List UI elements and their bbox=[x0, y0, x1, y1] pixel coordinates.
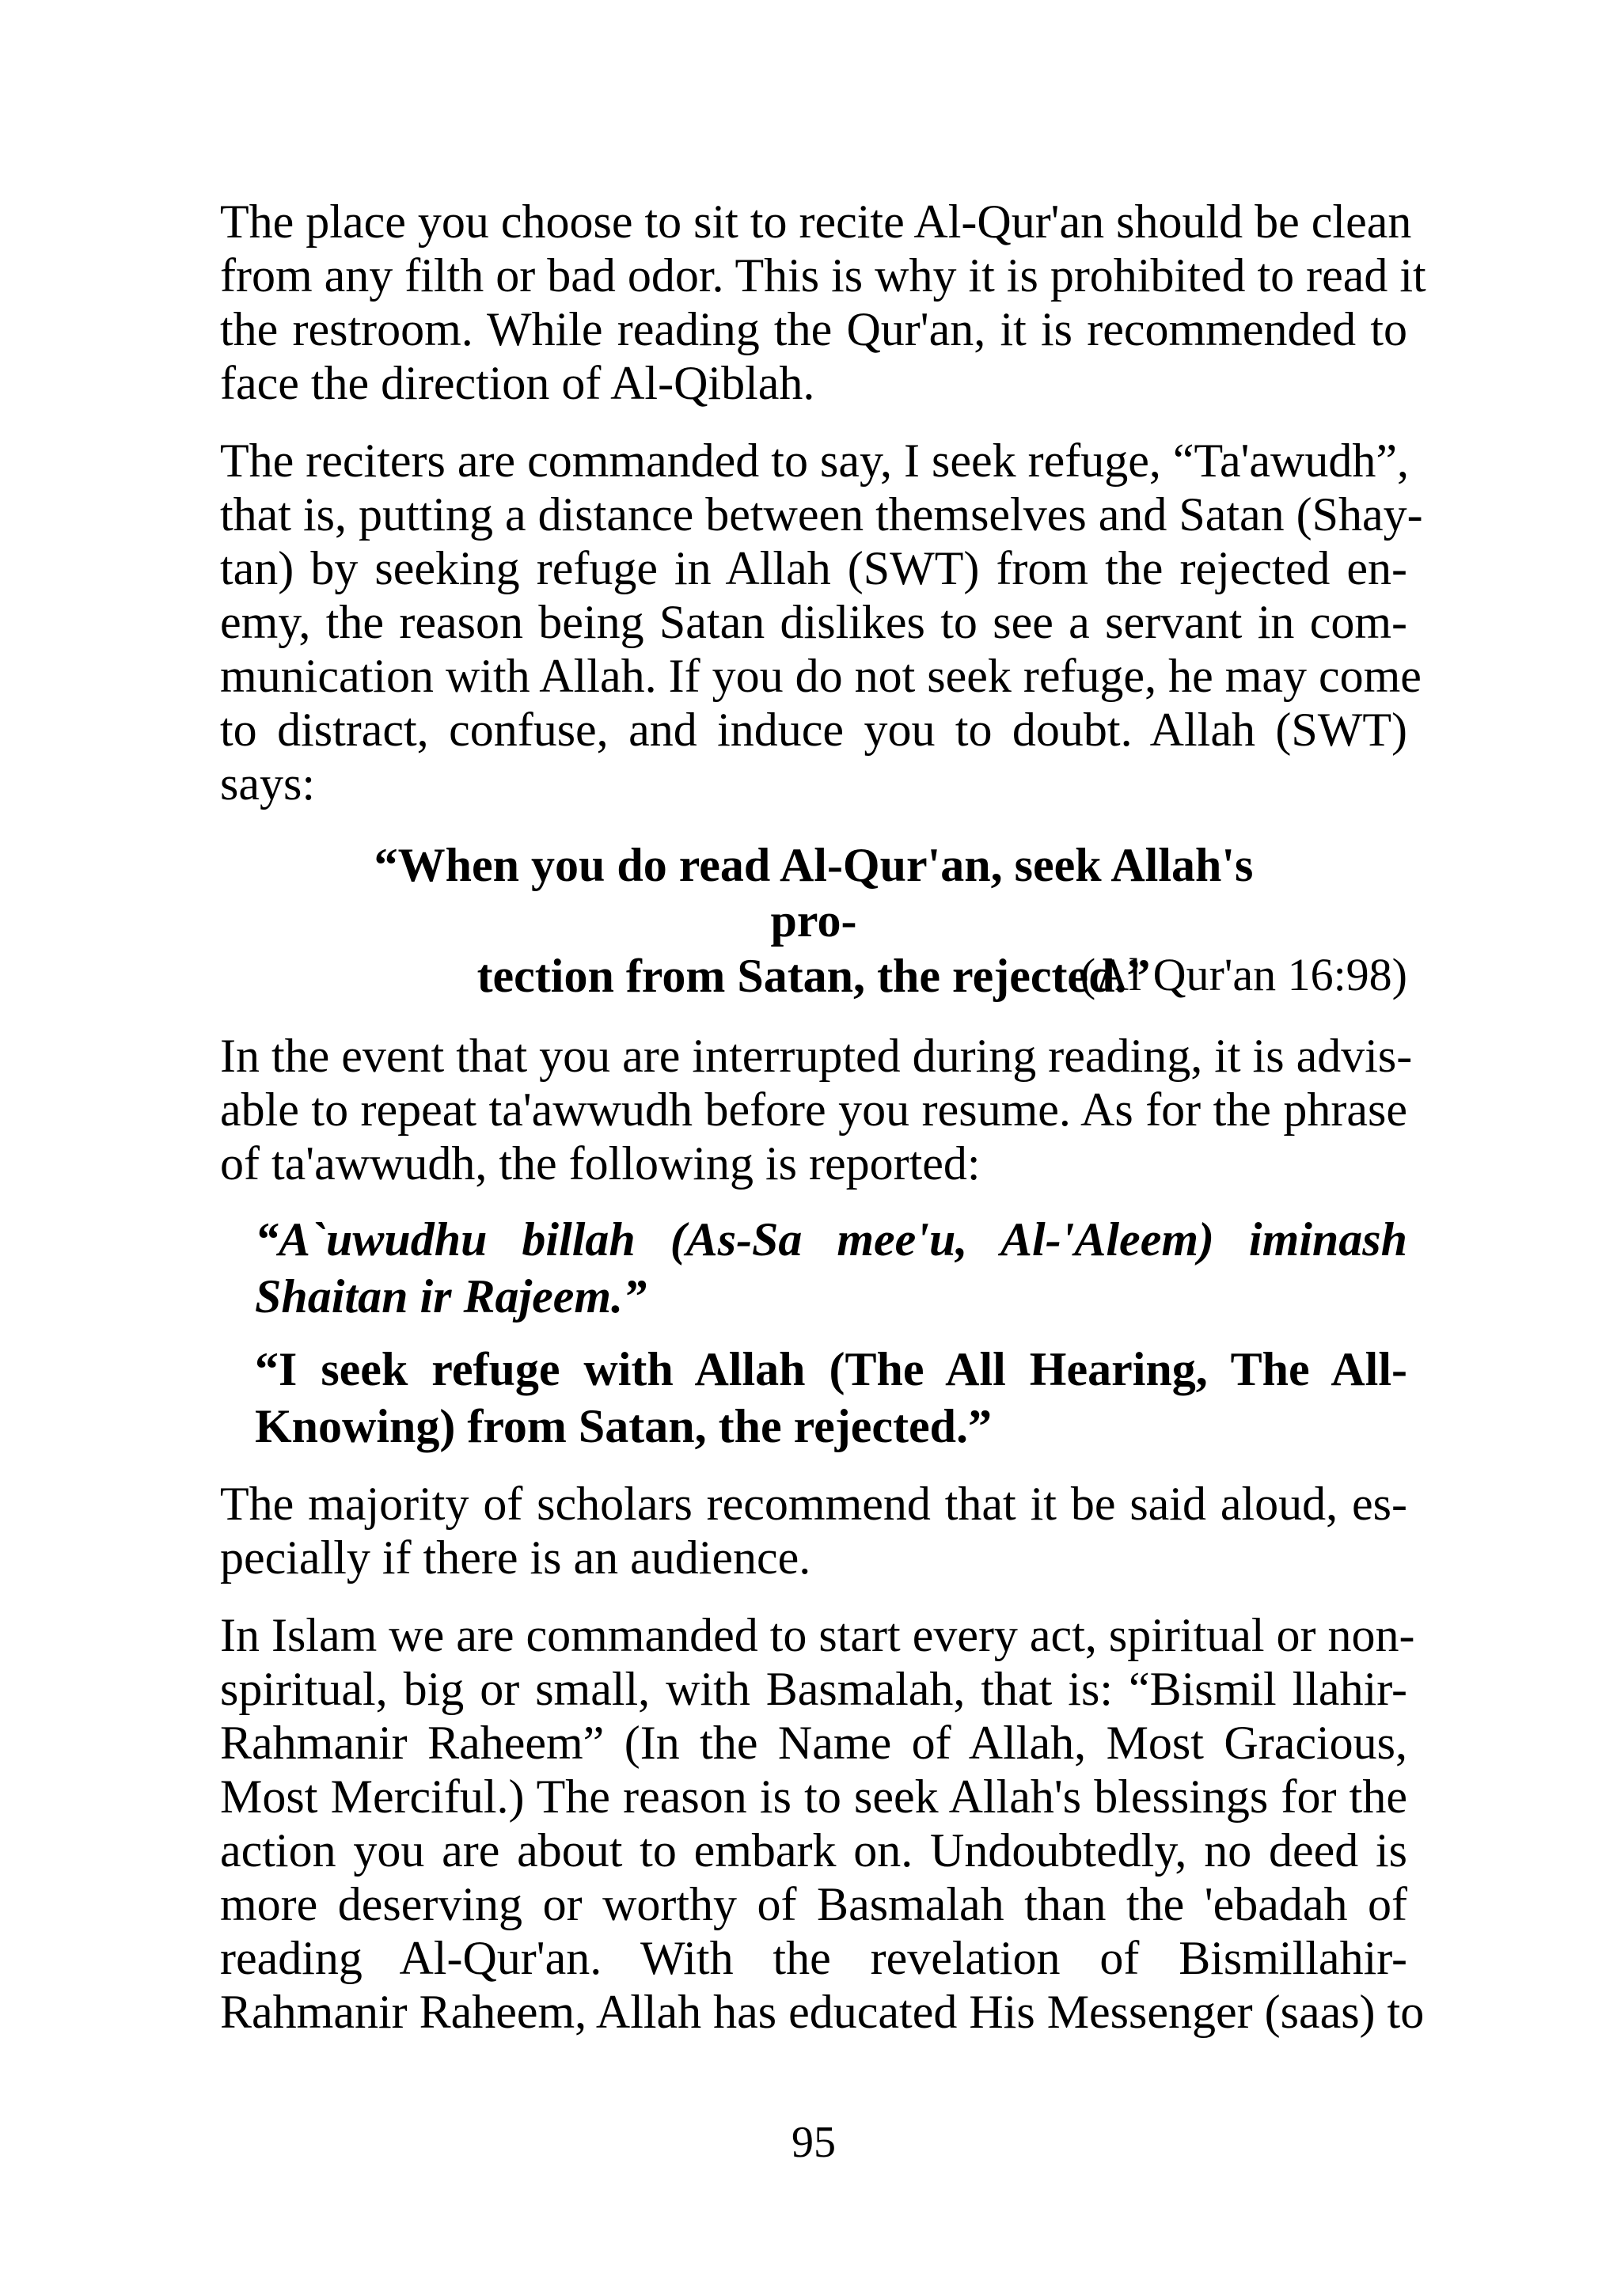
text-line: face the direction of Al-Qiblah. bbox=[220, 357, 815, 409]
page-number: 95 bbox=[792, 2118, 836, 2167]
paragraph-4 bbox=[220, 1477, 1407, 1584]
quote-line: tection from Satan, the rejected.” bbox=[476, 950, 1151, 1002]
document-page bbox=[220, 0, 1426, 2296]
text-line: Knowing) from Satan, the rejected.” bbox=[255, 1400, 992, 1452]
paragraph-1 bbox=[220, 195, 1426, 410]
paragraph-5 bbox=[220, 1608, 1425, 2039]
text-line: of ta'awwudh, the following is reported: bbox=[220, 1137, 981, 1190]
paragraph-2 bbox=[220, 434, 1423, 810]
text-line: the restroom. While reading the Qur'an, it is recommended to bbox=[220, 303, 1407, 355]
text-line: The reciters are commanded to say, I seek refuge, “Ta'awudh”, bbox=[220, 435, 1409, 487]
text-line: Rahmanir Raheem, Allah has educated His Messenger (saas) to bbox=[220, 1986, 1425, 2038]
text-line: reading Al-Qur'an. With the revelation of Bismillahir- bbox=[220, 1932, 1407, 1984]
quote-reference: (Al Qur'an 16:98) bbox=[1080, 949, 1407, 1000]
text-line: “I seek refuge with Allah (The All Hearing, The All- bbox=[255, 1343, 1407, 1395]
text-line: spiritual, big or small, with Basmalah, that is: “Bismil llahir- bbox=[220, 1663, 1407, 1715]
text-line: that is, putting a distance between themselves and Satan (Shay- bbox=[220, 488, 1423, 541]
text-line: munication with Allah. If you do not seek refuge, he may come bbox=[220, 650, 1422, 702]
text-line: “A`uwudhu billah (As-Sa mee'u, Al-'Aleem) iminash bbox=[255, 1213, 1407, 1266]
quote-line: “When you do read Al-Qur'an, seek Allah's pro- bbox=[374, 839, 1254, 947]
text-line: from any filth or bad odor. This is why it is prohibited to read it bbox=[220, 249, 1426, 302]
text-line: In Islam we are commanded to start every act, spiritual or non- bbox=[220, 1609, 1415, 1661]
text-line: to distract, confuse, and induce you to doubt. Allah (SWT) bbox=[220, 704, 1407, 756]
text-line: Most Merciful.) The reason is to seek Allah's blessings for the bbox=[220, 1770, 1407, 1823]
text-line: In the event that you are interrupted during reading, it is advis- bbox=[220, 1030, 1413, 1082]
text-line: pecially if there is an audience. bbox=[220, 1531, 811, 1584]
paragraph-3 bbox=[220, 1029, 1413, 1190]
text-line: The place you choose to sit to recite Al-Qur'an should be clean bbox=[220, 195, 1412, 248]
text-line: Shaitan ir Rajeem.” bbox=[255, 1270, 647, 1323]
text-line: action you are about to embark on. Undoubtedly, no deed is bbox=[220, 1824, 1407, 1877]
text-line: says: bbox=[220, 757, 315, 810]
text-line: tan) by seeking refuge in Allah (SWT) from the rejected en- bbox=[220, 542, 1407, 594]
text-line: Rahmanir Raheem” (In the Name of Allah, Most Gracious, bbox=[220, 1717, 1407, 1769]
text-line: more deserving or worthy of Basmalah than the 'ebadah of bbox=[220, 1878, 1407, 1930]
text-line: emy, the reason being Satan dislikes to see a servant in com- bbox=[220, 596, 1407, 648]
arabic-transliteration bbox=[255, 1211, 1407, 1325]
text-line: The majority of scholars recommend that it be said aloud, es- bbox=[220, 1478, 1407, 1530]
english-translation bbox=[255, 1341, 1407, 1455]
text-line: able to repeat ta'awwudh before you resume. As for the phrase bbox=[220, 1083, 1407, 1136]
